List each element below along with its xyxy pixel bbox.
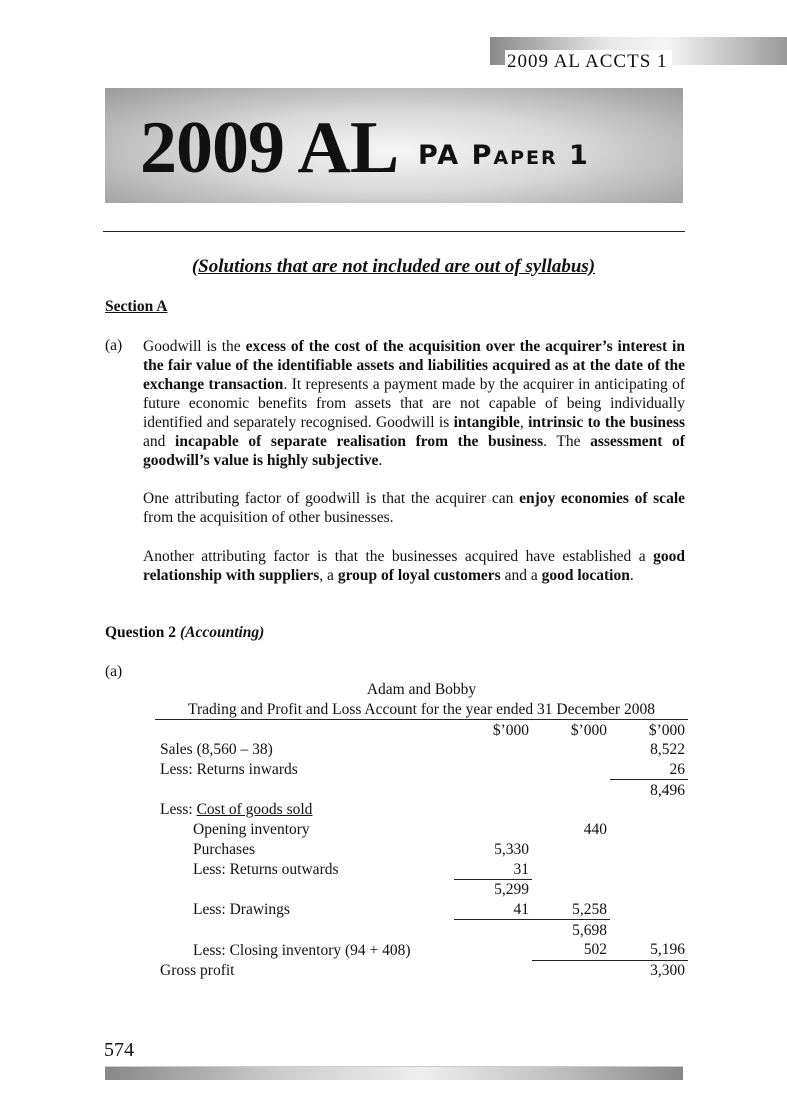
amount-cell: 5,330 bbox=[494, 840, 529, 858]
row-label bbox=[155, 820, 454, 840]
table-row bbox=[155, 760, 688, 780]
amount-cell: 8,496 bbox=[650, 781, 685, 799]
table-row bbox=[155, 800, 688, 820]
table-row bbox=[155, 820, 688, 840]
text: (Accounting) bbox=[179, 624, 265, 641]
amount-cell bbox=[610, 859, 688, 879]
amount-cell bbox=[532, 960, 610, 980]
bold-text: assessment of goodwill’s value is highly subjective bbox=[143, 433, 685, 469]
amount-cell bbox=[610, 820, 688, 840]
amount-cell bbox=[532, 760, 610, 780]
amount-cell bbox=[532, 780, 610, 800]
row-label bbox=[155, 859, 454, 879]
column-header: $’000 bbox=[570, 721, 607, 739]
amount-cell bbox=[454, 800, 532, 820]
amount-cell bbox=[532, 800, 610, 820]
amount-cell bbox=[454, 760, 532, 780]
row-label bbox=[155, 800, 454, 820]
part-a-label: (a) bbox=[105, 337, 123, 354]
page-number: 574 bbox=[104, 1039, 134, 1061]
text: Another attributing factor is that the businesses acquired have established a bbox=[143, 548, 654, 565]
amount-cell bbox=[610, 920, 688, 940]
text: and a bbox=[500, 567, 542, 584]
amount-cell: 31 bbox=[454, 859, 532, 879]
table-row bbox=[155, 920, 688, 940]
label-text: Purchases bbox=[193, 840, 255, 858]
amount-cell bbox=[610, 879, 688, 899]
row-label bbox=[155, 840, 454, 860]
table-row bbox=[155, 940, 688, 960]
entity-name: Adam and Bobby bbox=[366, 681, 477, 699]
account-title: Trading and Profit and Loss Account for the year ended 31 December 2008 bbox=[155, 700, 688, 720]
label-text: Opening inventory bbox=[193, 821, 310, 839]
text: and bbox=[143, 433, 176, 450]
title-divider bbox=[103, 231, 685, 232]
text: . The bbox=[543, 433, 591, 450]
trading-account-table bbox=[155, 680, 688, 980]
bold-text: incapable of separate realisation from the business bbox=[175, 433, 544, 450]
row-label bbox=[155, 780, 454, 800]
table-entity-row bbox=[155, 680, 688, 700]
table-title-row bbox=[155, 700, 688, 720]
table-row bbox=[155, 840, 688, 860]
amount-cell: 41 bbox=[454, 900, 532, 920]
column-header-row bbox=[155, 720, 688, 740]
table-row bbox=[155, 859, 688, 879]
amount-cell: 8,522 bbox=[650, 741, 685, 759]
footer-bar bbox=[105, 1066, 683, 1080]
amount-cell bbox=[532, 840, 610, 860]
amount-cell bbox=[610, 900, 688, 920]
amount-cell: 502 bbox=[532, 940, 610, 960]
amount-cell bbox=[454, 780, 532, 800]
table-row bbox=[155, 740, 688, 760]
amount-cell: 5,299 bbox=[494, 881, 529, 899]
text: . bbox=[629, 567, 634, 584]
section-a-heading: Section A bbox=[105, 298, 168, 315]
row-label bbox=[155, 960, 454, 980]
label-text: Less: Closing inventory (94 + 408) bbox=[193, 941, 411, 959]
text: One attributing factor of goodwill is that the acquirer can bbox=[143, 490, 520, 507]
bold-text: good location bbox=[541, 567, 630, 584]
row-label bbox=[155, 900, 454, 920]
question-2-part-a-label: (a) bbox=[105, 663, 123, 680]
amount-cell bbox=[532, 740, 610, 760]
amount-cell bbox=[532, 859, 610, 879]
amount-cell bbox=[454, 960, 532, 980]
amount-cell bbox=[454, 920, 532, 940]
amount-cell bbox=[610, 840, 688, 860]
table-row bbox=[155, 960, 688, 980]
amount-cell bbox=[454, 940, 532, 960]
bold-text: group of loyal customers bbox=[337, 567, 501, 584]
label-text: Less: bbox=[160, 801, 197, 819]
table-row bbox=[155, 900, 688, 920]
bold-text: enjoy economies of scale bbox=[519, 490, 686, 507]
amount-cell: 440 bbox=[583, 821, 607, 839]
bold-text: intrinsic to the business bbox=[528, 414, 685, 431]
amount-cell bbox=[532, 879, 610, 899]
column-header: $’000 bbox=[492, 721, 529, 739]
blank-cell bbox=[155, 720, 454, 740]
amount-cell bbox=[454, 820, 532, 840]
bold-text: excess of the cost of the acquisition over the acquirer’s interest in the fair value of the identifiable assets and liabilities acquired as at the date of the exchange transaction bbox=[143, 338, 685, 393]
column-header: $’000 bbox=[648, 721, 685, 739]
label-text: Less: Returns outwards bbox=[193, 860, 339, 878]
goodwill-paragraph-2 bbox=[143, 489, 685, 527]
running-header-title: 2009 AL ACCTS 1 bbox=[505, 50, 672, 74]
amount-cell: 26 bbox=[610, 760, 688, 780]
text: , bbox=[519, 414, 529, 431]
row-label bbox=[155, 760, 454, 780]
amount-cell bbox=[610, 800, 688, 820]
text: Goodwill is the bbox=[143, 338, 246, 355]
amount-cell bbox=[454, 740, 532, 760]
label-underlined-text: Cost of goods sold bbox=[196, 801, 313, 819]
row-label bbox=[155, 879, 454, 899]
amount-cell: 5,698 bbox=[572, 921, 607, 939]
row-label bbox=[155, 920, 454, 940]
goodwill-paragraph-3 bbox=[143, 547, 685, 585]
label-text: Sales (8,560 – 38) bbox=[160, 741, 273, 759]
goodwill-paragraph-1 bbox=[143, 337, 685, 470]
text: Question 2 bbox=[105, 624, 177, 641]
syllabus-note: (Solutions that are not included are out of syllabus) bbox=[191, 256, 596, 277]
amount-cell: 5,196 bbox=[610, 940, 688, 960]
text: , a bbox=[319, 567, 338, 584]
table-row bbox=[155, 780, 688, 800]
banner-subtitle: PA Paper 1 bbox=[418, 140, 590, 171]
amount-cell: 3,300 bbox=[650, 961, 685, 979]
table-row bbox=[155, 879, 688, 899]
banner-main-title: 2009 AL bbox=[140, 107, 399, 189]
label-text: Less: Drawings bbox=[193, 901, 290, 919]
text: . bbox=[378, 452, 383, 469]
label-text: Gross profit bbox=[160, 961, 235, 979]
text: . It represents a payment made by the acquirer in anticipating of future economic benefits from assets that are not capable of being individually identified and separately recognised. Goodwill is bbox=[143, 376, 685, 431]
bold-text: intangible bbox=[453, 414, 520, 431]
row-label bbox=[155, 740, 454, 760]
row-label bbox=[155, 940, 454, 960]
amount-cell: 5,258 bbox=[532, 900, 610, 920]
question-2-heading bbox=[105, 624, 264, 642]
bold-text: good relationship with suppliers bbox=[143, 548, 685, 584]
label-text: Less: Returns inwards bbox=[160, 761, 298, 779]
text: from the acquisition of other businesses. bbox=[143, 509, 394, 526]
